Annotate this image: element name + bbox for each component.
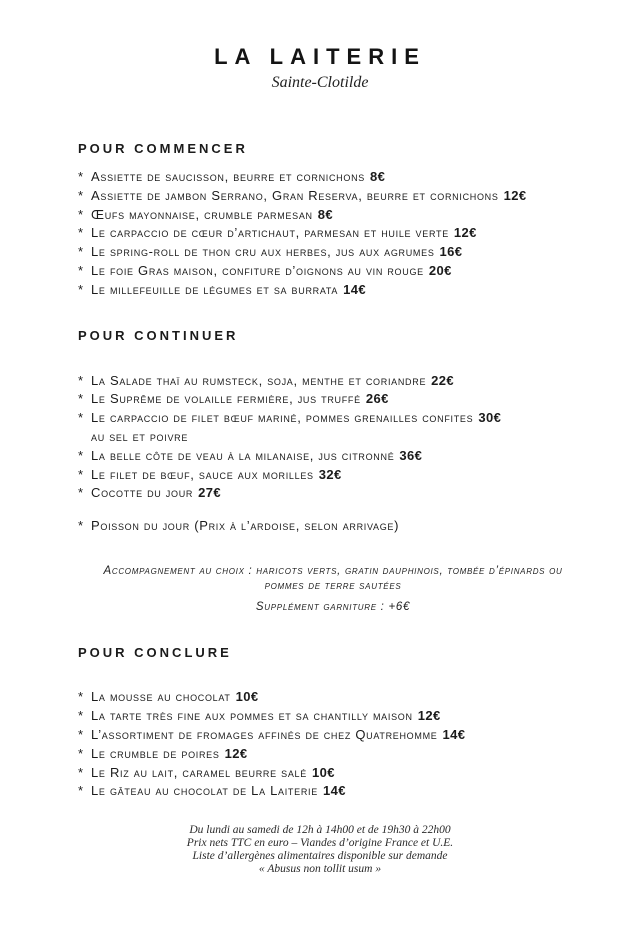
menu-item	[78, 764, 588, 783]
item-price: 12€	[417, 708, 441, 724]
bullet-icon: *	[78, 169, 84, 184]
menu-content	[0, 141, 640, 801]
item-price: 30€	[478, 410, 502, 426]
item-price: 16€	[439, 244, 463, 260]
bullet-icon: *	[78, 262, 84, 278]
item-name: Le Suprême de volaille fermière, jus truffé	[91, 391, 361, 407]
bullet-icon: *	[78, 187, 84, 203]
bullet-icon: *	[78, 518, 84, 534]
menu-item	[78, 409, 588, 447]
menu-header	[0, 44, 640, 93]
bullet-icon: *	[78, 485, 84, 501]
item-price: 10€	[311, 764, 335, 780]
item-name: Le carpaccio de filet bœuf mariné, pommes grenailles confites	[91, 410, 474, 426]
footer-allergens-note: Liste d’allergènes alimentaires disponible sur demande	[192, 850, 448, 863]
footer-hours: Du lundi au samedi de 12h à 14h00 et de 19h30 à 22h00	[189, 824, 451, 837]
item-price: 14€	[322, 783, 346, 799]
item-price: 10€	[235, 689, 259, 705]
item-price: 26€	[365, 391, 389, 407]
item-name: La belle côte de veau à la milanaise, jus citronné	[91, 447, 395, 463]
item-price: 8€	[317, 206, 334, 222]
bullet-icon: *	[78, 708, 84, 724]
footer-prices-note: Prix nets TTC en euro – Viandes d’origine France et U.E.	[186, 837, 454, 850]
desserts-list	[78, 688, 588, 801]
item-name: Le Riz au lait, caramel beurre salé	[91, 764, 307, 780]
bullet-icon: *	[78, 783, 84, 799]
bullet-icon: *	[78, 244, 84, 260]
section-starters	[78, 141, 588, 300]
bullet-icon: *	[78, 225, 84, 241]
bullet-icon: *	[78, 410, 84, 426]
item-price: 14€	[343, 281, 367, 297]
menu-item	[78, 281, 588, 300]
menu-item	[78, 688, 588, 707]
restaurant-location: Sainte-Clotilde	[271, 74, 369, 91]
starters-list	[78, 168, 588, 300]
bullet-icon: *	[78, 689, 84, 705]
menu-item	[78, 168, 588, 187]
item-price: 22€	[431, 372, 455, 388]
supplement-note: Supplément garniture : +6€	[255, 600, 411, 613]
menu-footer	[0, 824, 640, 876]
item-name: Cocotte du jour	[91, 485, 194, 501]
section-desserts	[78, 645, 588, 801]
footer-motto: « Abusus non tollit usum »	[258, 863, 382, 876]
accompaniment-note: Accompagnement au choix : haricots verts, gratin dauphinois, tombée d’épinards ou pommes de terre sautées	[103, 564, 563, 593]
menu-item	[78, 187, 588, 206]
bullet-icon: *	[78, 391, 84, 407]
bullet-icon: *	[78, 727, 84, 743]
item-price: 14€	[442, 727, 466, 743]
section-heading-starters: POUR COMMENCER	[78, 141, 248, 156]
menu-item	[78, 390, 588, 409]
item-price: 20€	[428, 262, 452, 278]
bullet-icon: *	[78, 372, 84, 388]
item-price: 12€	[453, 225, 477, 241]
menu-item	[78, 466, 588, 485]
menu-item	[78, 206, 588, 225]
item-name: La tarte très fine aux pommes et sa chantilly maison	[91, 708, 413, 724]
menu-item	[78, 243, 588, 262]
item-price: 27€	[198, 485, 221, 501]
item-name: Œufs mayonnaise, crumble parmesan	[91, 206, 313, 222]
item-name: La mousse au chocolat	[91, 689, 231, 705]
menu-item	[78, 372, 588, 391]
bullet-icon: *	[78, 466, 84, 482]
bullet-icon: *	[78, 745, 84, 761]
menu-item	[78, 707, 588, 726]
item-name: Le spring-roll de thon cru aux herbes, jus aux agrumes	[91, 244, 435, 260]
item-name: Le millefeuille de légumes et sa burrata	[91, 281, 339, 297]
section-heading-desserts: POUR CONCLURE	[78, 645, 232, 661]
item-name: Assiette de jambon Serrano, Gran Reserva, beurre et cornichons	[91, 187, 499, 203]
item-name: Le filet de bœuf, sauce aux morilles	[91, 466, 314, 482]
mains-list	[78, 372, 588, 536]
bullet-icon: *	[78, 206, 84, 222]
menu-item	[78, 745, 588, 764]
section-heading-mains: POUR CONTINUER	[78, 327, 239, 343]
item-name: L’assortiment de fromages affinés de chez Quatrehomme	[91, 727, 438, 743]
sides-note	[88, 564, 578, 616]
menu-item	[78, 262, 588, 281]
menu-item	[78, 726, 588, 745]
item-name: Poisson du jour (Prix à l’ardoise, selon arrivage)	[91, 518, 400, 534]
menu-item-fish-of-day	[78, 517, 588, 536]
item-name: Le crumble de poires	[91, 745, 220, 761]
bullet-icon: *	[78, 764, 84, 780]
item-name: Le foie Gras maison, confiture d’oignons au vin rouge	[91, 262, 424, 278]
item-name: Le carpaccio de cœur d’artichaut, parmesan et huile verte	[91, 225, 449, 241]
bullet-icon: *	[78, 447, 84, 463]
item-price: 8€	[369, 169, 386, 184]
section-mains	[78, 328, 588, 536]
restaurant-name: LA LAITERIE	[214, 44, 426, 69]
item-name: Assiette de saucisson, beurre et cornichons	[91, 169, 365, 184]
item-name: La Salade thaï au rumsteck, soja, menthe et coriandre	[91, 372, 427, 388]
menu-item	[78, 782, 588, 801]
item-name: Le gâteau au chocolat de La Laiterie	[91, 783, 318, 799]
item-price: 12€	[503, 187, 527, 203]
menu-item	[78, 447, 588, 466]
menu-item	[78, 484, 588, 503]
item-price: 32€	[318, 466, 342, 482]
menu-item	[78, 224, 588, 243]
item-price: 36€	[399, 447, 423, 463]
item-price: 12€	[224, 745, 248, 761]
bullet-icon: *	[78, 281, 84, 297]
item-continuation: au sel et poivre	[91, 428, 189, 444]
